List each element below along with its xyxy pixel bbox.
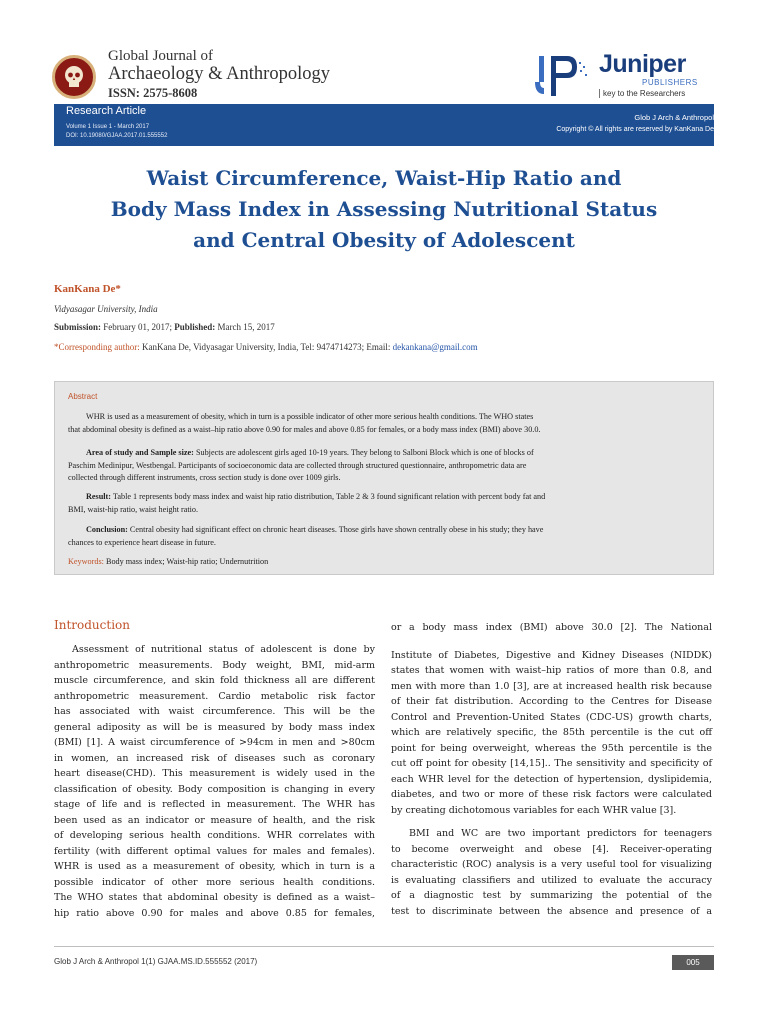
abstract-line: chances to experience heart disease in future. [68,537,216,547]
keywords-text: Body mass index; Waist-hip ratio; Undernutrition [105,557,269,566]
abstract-result [68,491,700,516]
body-line: possible indicator of other more serious health conditions. [54,876,375,888]
title-line: Waist Circumference, Waist-Hip Ratio and [146,166,622,190]
journal-name-line1: Global Journal of [108,48,213,64]
issn: ISSN: 2575-8608 [108,86,198,100]
body-line: cut off point for obesity [14,15].. The sensitivity and specificity of [391,758,712,769]
corresponding-text: KanKana De, Vidyasagar University, India, Tel: 9474714273; Email: [142,342,391,352]
publisher-sub: PUBLISHERS [642,78,698,87]
body-spacer [391,818,712,826]
abstract-area [68,447,700,485]
body-line: each WHR level for the detection of hypertension, dyslipidemia, [391,773,712,785]
author-name: KanKana De* [54,283,121,295]
corresponding-author [54,342,478,352]
body-line: has associated with waist circumference. This will be the [54,706,375,717]
body-line: anthropometric measurement. Cardio metabolic risk factor [54,690,375,702]
body-line: BMI and WC are two important predictors for teenagers [409,828,712,839]
body-line: diabetes, and two or more of these risk factors were calculated [391,789,712,800]
body-spacer [391,636,712,648]
body-line: men with more than 1.0 [3], are at increased health risk because [391,680,712,692]
abstract-heading: Abstract [68,392,98,401]
body-line: is evaluating classifiers and utilized to evaluate the accuracy [391,874,712,886]
body-line: WHR is used as a measurement of obesity, which in turn is a [54,861,375,872]
body-line: muscle circumference, and skin fold thickness all are different [54,675,375,686]
abstract-line [68,491,700,504]
body-line: which are relatively specific, the 85th percentile is the cut off [391,727,712,738]
doi[interactable]: DOI: 10.19080/GJAA.2017.01.555552 [66,133,168,139]
conclusion-text: Central obesity had significant effect on chronic heart diseases. Those girls have shown centrally obese in his study; they have [129,525,544,534]
article-banner [54,104,714,146]
body-line: point for being overweight, whereas the 95th percentile is the [391,742,712,754]
abstract-conclusion [68,524,700,549]
submission-label: Submission: [54,322,102,332]
publisher-name: Juniper [599,50,686,78]
body-line: anthropometric measurements. Body weight, BMI, mid-arm [54,659,375,671]
body-line: of a diagnostic test by summarizing the potential of the [391,890,712,901]
dates [54,322,275,332]
body-line: in women, an increased risk of diseases such as coronary [54,752,375,764]
body-line: Assessment of nutritional status of adolescent is done by [72,644,375,655]
body-column-left [54,642,375,921]
body-line: test to discriminate between the absence and presence of a [391,905,712,917]
body-line: fertility (with different optimal values for males and females). [54,845,375,857]
body-line: been used as an indicator or measure of health, and the risk [54,814,375,826]
abstract-line [68,524,700,537]
article-title [54,163,714,256]
abstract-intro [68,411,700,436]
published-label: Published: [174,322,216,332]
body-line: or a body mass index (BMI) above 30.0 [2]. The National [391,622,712,633]
juniper-jp-icon [533,52,595,100]
conclusion-label: Conclusion: [86,525,128,534]
abstract-line: Paschim Medinipur, Westbengal. Participants of socioeconomic data are collected through structured questionnaire, anthropometric data are [68,460,527,470]
keywords [68,557,268,566]
body-line: (BMI) [1]. A waist circumference of >94cm in men and >80cm [54,737,375,748]
affiliation: Vidyasagar University, India [54,304,158,314]
publisher-logo [533,52,713,100]
email-link[interactable]: dekankana@gmail.com [392,342,478,352]
abstract-line: that abdominal obesity is defined as a waist–hip ratio above 0.90 for males and above 0.85 for females, or a body mass index (BMI) above 30.0. [68,424,541,434]
volume-info: Volume 1 Issue 1 - March 2017 [66,124,150,130]
body-line: Control and Prevention-United States (CDC-US) growth charts, [391,711,712,723]
keywords-label: Keywords: [68,557,104,566]
page-number: 005 [672,955,714,970]
publisher-tagline: key to the Researchers [599,89,685,98]
copyright: Copyright © All rights are reserved by KanKana De [556,126,714,133]
body-line: stage of life and is reflected in measurement. The WHR has [54,799,375,810]
skull-icon [55,58,93,96]
corresponding-label: *Corresponding author: [54,342,140,352]
body-line: heart disease(CHD). This measurement is widely used in the [54,768,375,779]
result-label: Result: [86,492,112,501]
footer-divider [54,946,714,947]
journal-logo [52,55,96,99]
body-line: general adiposity as will be is measured by body mass index [54,721,375,733]
body-line: hip ratio above 0.90 for males and above 0.85 for females, [54,907,375,919]
journal-abbrev: Glob J Arch & Anthropol [634,113,714,122]
area-label: Area of study and Sample size: [86,448,194,457]
journal-name-line2: Archaeology & Anthropology [108,64,330,84]
body-line: classification of obesity. Body composition is changing in every [54,783,375,795]
body-line: by creating dichotomous variables for each WHR value [3]. [391,804,677,816]
title-line: and Central Obesity of Adolescent [193,228,575,252]
abstract-line [68,447,700,460]
submission-date: February 01, 2017; [103,322,173,332]
published-date: March 15, 2017 [217,322,275,332]
introduction-heading: Introduction [54,618,130,632]
body-line: of developing serious health conditions. WHR correlates with [54,830,375,841]
footer-citation: Glob J Arch & Anthropol 1(1) GJAA.MS.ID.555552 (2017) [54,957,258,966]
body-line: characteristic (ROC) analysis is a very useful tool for visualizing [391,859,712,870]
title-line: Body Mass Index in Assessing Nutritional Status [110,197,658,221]
abstract-line: collected through different instruments, cross section study is done over 1009 girls. [68,473,341,482]
abstract-line: BMI, waist-hip ratio, waist height ratio. [68,504,199,514]
body-line: The WHO states that abdominal obesity is defined as a waist– [54,892,375,903]
body-line: states that women with waist–hip ratios of more than 0.8, and [391,665,712,676]
body-column-right [391,620,712,919]
body-line: Institute of Diabetes, Digestive and Kidney Diseases (NIDDK) [391,649,712,661]
article-type: Research Article [66,105,147,117]
abstract-line: WHR is used as a measurement of obesity, which in turn is a possible indicator of other more serious health conditions. The WHO states [86,412,534,421]
body-line: to become overweight and obese [4]. Receiver-operating [391,843,712,855]
body-line: of their fat distribution. According to the Centres for Disease [391,696,712,707]
result-text: Table 1 represents body mass index and waist hip ratio distribution, Table 2 & 3 found significant relation with percent body fat and [112,492,546,501]
area-text: Subjects are adolescent girls aged 10-19 years. They belong to Salboni Block which is one of blocks of [195,448,534,457]
